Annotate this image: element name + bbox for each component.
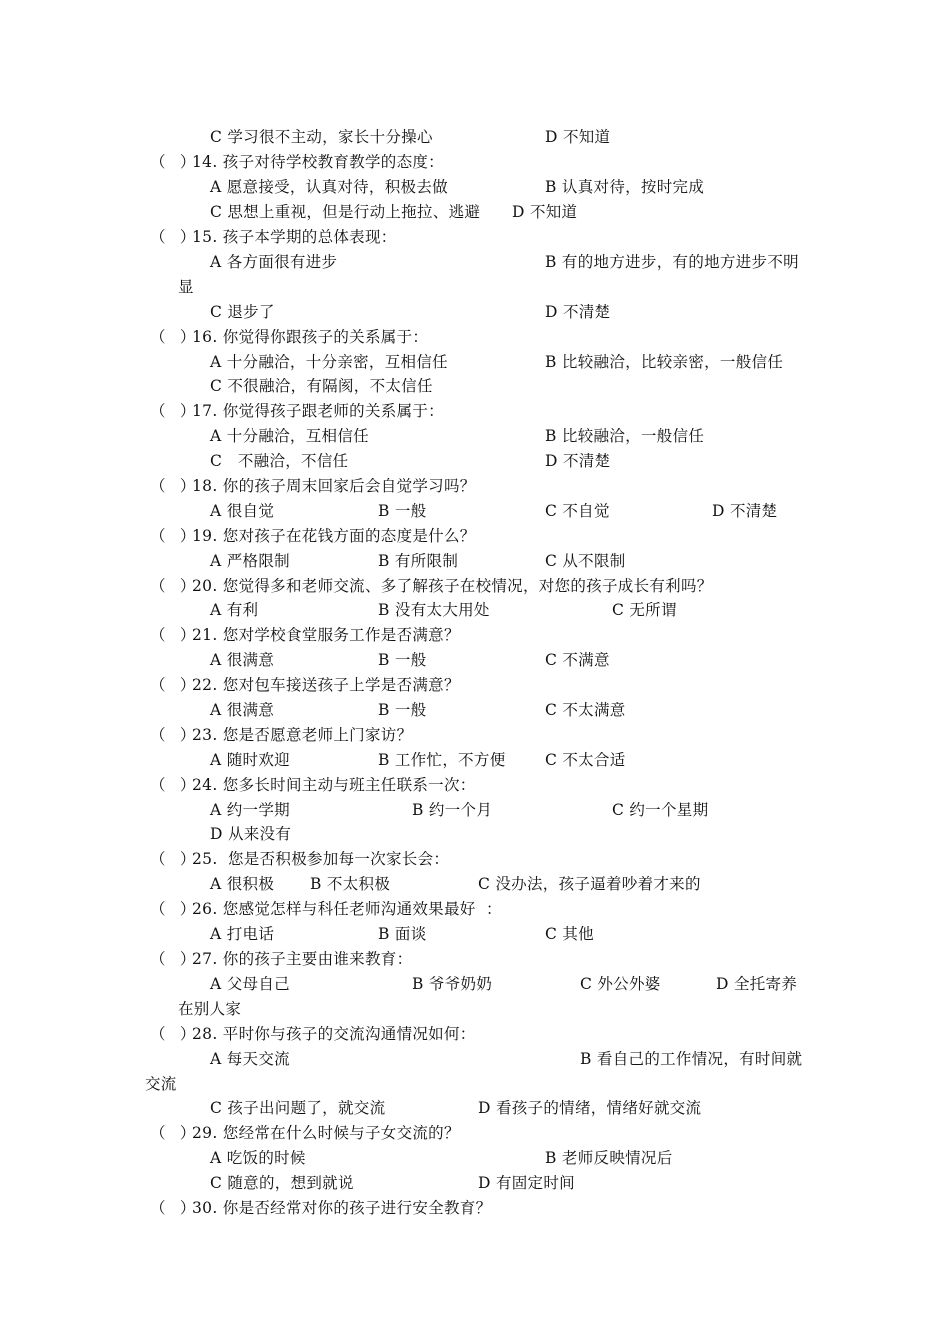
q17-option-c: C 不融洽，不信任 bbox=[210, 452, 349, 470]
q18-option-a: A 很自觉 bbox=[210, 502, 275, 520]
q18-question: 18. 你的孩子周末回家后会自觉学习吗？ bbox=[192, 477, 476, 495]
q16-question: 16. 你觉得你跟孩子的关系属于： bbox=[192, 328, 429, 346]
q28-option-b: B 看自己的工作情况，有时间就 bbox=[580, 1050, 803, 1068]
q16-option-c: C 不很融洽，有隔阂，不太信任 bbox=[210, 377, 433, 395]
q26-option-b: B 面谈 bbox=[378, 925, 427, 943]
q27-option-d: D 全托寄养 bbox=[716, 975, 798, 993]
q22-option-b: B 一般 bbox=[378, 701, 427, 719]
q14-option-c: C 思想上重视，但是行动上拖拉、逃避 bbox=[210, 203, 481, 221]
q17-question: 17. 你觉得孩子跟老师的关系属于： bbox=[192, 402, 444, 420]
q19-answer-blank: （ ） bbox=[150, 527, 196, 545]
q14-answer-blank: （ ） bbox=[150, 153, 196, 171]
q20-option-a: A 有利 bbox=[210, 601, 259, 619]
q20-option-b: B 没有太大用处 bbox=[378, 601, 490, 619]
q16-option-b: B 比较融洽，比较亲密，一般信任 bbox=[545, 353, 784, 371]
q27-option-d-wrap: 在别人家 bbox=[178, 1000, 242, 1018]
q24-option-d: D 从来没有 bbox=[210, 825, 292, 843]
q25-answer-blank: （ ） bbox=[150, 850, 196, 868]
q22-option-c: C 不太满意 bbox=[545, 701, 626, 719]
q23-answer-blank: （ ） bbox=[150, 726, 196, 744]
q20-answer-blank: （ ） bbox=[150, 577, 196, 595]
q25-option-c: C 没办法，孩子逼着吵着才来的 bbox=[478, 875, 701, 893]
q27-question: 27. 你的孩子主要由谁来教育： bbox=[192, 950, 413, 968]
q21-option-b: B 一般 bbox=[378, 651, 427, 669]
q23-option-b: B 工作忙，不方便 bbox=[378, 751, 506, 769]
q27-option-c: C 外公外婆 bbox=[580, 975, 661, 993]
q27-answer-blank: （ ） bbox=[150, 950, 196, 968]
q15-option-d: D 不清楚 bbox=[545, 303, 611, 321]
q25-option-b: B 不太积极 bbox=[310, 875, 391, 893]
q28-option-d: D 看孩子的情绪，情绪好就交流 bbox=[478, 1099, 702, 1117]
q26-answer-blank: （ ） bbox=[150, 900, 196, 918]
q22-answer-blank: （ ） bbox=[150, 676, 196, 694]
q29-answer-blank: （ ） bbox=[150, 1124, 196, 1142]
q19-option-c: C 从不限制 bbox=[545, 552, 626, 570]
q18-option-b: B 一般 bbox=[378, 502, 427, 520]
q13-option-c: C 学习很不主动，家长十分操心 bbox=[210, 128, 433, 146]
q30-answer-blank: （ ） bbox=[150, 1199, 196, 1217]
q23-question: 23. 您是否愿意老师上门家访？ bbox=[192, 726, 413, 744]
q14-option-d: D 不知道 bbox=[512, 203, 578, 221]
q26-option-a: A 打电话 bbox=[210, 925, 275, 943]
q29-option-c: C 随意的，想到就说 bbox=[210, 1174, 354, 1192]
q25-option-a: A 很积极 bbox=[210, 875, 275, 893]
q15-option-b: B 有的地方进步，有的地方进步不明 bbox=[545, 253, 799, 271]
q18-answer-blank: （ ） bbox=[150, 477, 196, 495]
q23-option-c: C 不太合适 bbox=[545, 751, 626, 769]
q19-option-b: B 有所限制 bbox=[378, 552, 459, 570]
q15-answer-blank: （ ） bbox=[150, 228, 196, 246]
q28-option-c: C 孩子出问题了，就交流 bbox=[210, 1099, 386, 1117]
q24-option-c: C 约一个星期 bbox=[612, 801, 709, 819]
q17-option-d: D 不清楚 bbox=[545, 452, 611, 470]
q29-option-a: A 吃饭的时候 bbox=[210, 1149, 306, 1167]
q19-question: 19. 您对孩子在花钱方面的态度是什么？ bbox=[192, 527, 476, 545]
q18-option-d: D 不清楚 bbox=[712, 502, 778, 520]
q29-option-b: B 老师反映情况后 bbox=[545, 1149, 673, 1167]
q28-answer-blank: （ ） bbox=[150, 1025, 196, 1043]
q21-option-c: C 不满意 bbox=[545, 651, 610, 669]
q14-option-b: B 认真对待，按时完成 bbox=[545, 178, 705, 196]
q15-option-c: C 退步了 bbox=[210, 303, 275, 321]
q15-option-a: A 各方面很有进步 bbox=[210, 253, 338, 271]
q16-option-a: A 十分融洽，十分亲密，互相信任 bbox=[210, 353, 448, 371]
q24-option-a: A 约一学期 bbox=[210, 801, 290, 819]
q20-option-c: C 无所谓 bbox=[612, 601, 677, 619]
q29-option-d: D 有固定时间 bbox=[478, 1174, 575, 1192]
q28-option-b-wrap: 交流 bbox=[145, 1075, 177, 1093]
q18-option-c: C 不自觉 bbox=[545, 502, 610, 520]
q24-question: 24. 您多长时间主动与班主任联系一次： bbox=[192, 776, 476, 794]
q29-question: 29. 您经常在什么时候与子女交流的？ bbox=[192, 1124, 460, 1142]
q26-option-c: C 其他 bbox=[545, 925, 594, 943]
q27-option-a: A 父母自己 bbox=[210, 975, 290, 993]
q22-option-a: A 很满意 bbox=[210, 701, 275, 719]
q21-question: 21. 您对学校食堂服务工作是否满意？ bbox=[192, 626, 460, 644]
q21-option-a: A 很满意 bbox=[210, 651, 275, 669]
q15-option-b-wrap: 显 bbox=[178, 278, 194, 296]
q17-answer-blank: （ ） bbox=[150, 402, 196, 420]
q20-question: 20. 您觉得多和老师交流、多了解孩子在校情况，对您的孩子成长有利吗？ bbox=[192, 577, 713, 595]
q21-answer-blank: （ ） bbox=[150, 626, 196, 644]
q28-option-a: A 每天交流 bbox=[210, 1050, 290, 1068]
q24-option-b: B 约一个月 bbox=[412, 801, 493, 819]
q27-option-b: B 爷爷奶奶 bbox=[412, 975, 493, 993]
q14-option-a: A 愿意接受，认真对待，积极去做 bbox=[210, 178, 448, 196]
q17-option-b: B 比较融洽，一般信任 bbox=[545, 427, 705, 445]
q14-question: 14. 孩子对待学校教育教学的态度： bbox=[192, 153, 444, 171]
q22-question: 22. 您对包车接送孩子上学是否满意？ bbox=[192, 676, 460, 694]
q16-answer-blank: （ ） bbox=[150, 328, 196, 346]
q13-option-d: D 不知道 bbox=[545, 128, 611, 146]
q25-question: 25. 您是否积极参加每一次家长会： bbox=[192, 850, 450, 868]
q24-answer-blank: （ ） bbox=[150, 776, 196, 794]
q28-question: 28. 平时你与孩子的交流沟通情况如何： bbox=[192, 1025, 476, 1043]
q23-option-a: A 随时欢迎 bbox=[210, 751, 290, 769]
q30-question: 30. 你是否经常对你的孩子进行安全教育？ bbox=[192, 1199, 492, 1217]
q17-option-a: A 十分融洽，互相信任 bbox=[210, 427, 369, 445]
q19-option-a: A 严格限制 bbox=[210, 552, 290, 570]
q26-question: 26. 您感觉怎样与科任老师沟通效果最好 ： bbox=[192, 900, 502, 918]
q15-question: 15. 孩子本学期的总体表现： bbox=[192, 228, 397, 246]
